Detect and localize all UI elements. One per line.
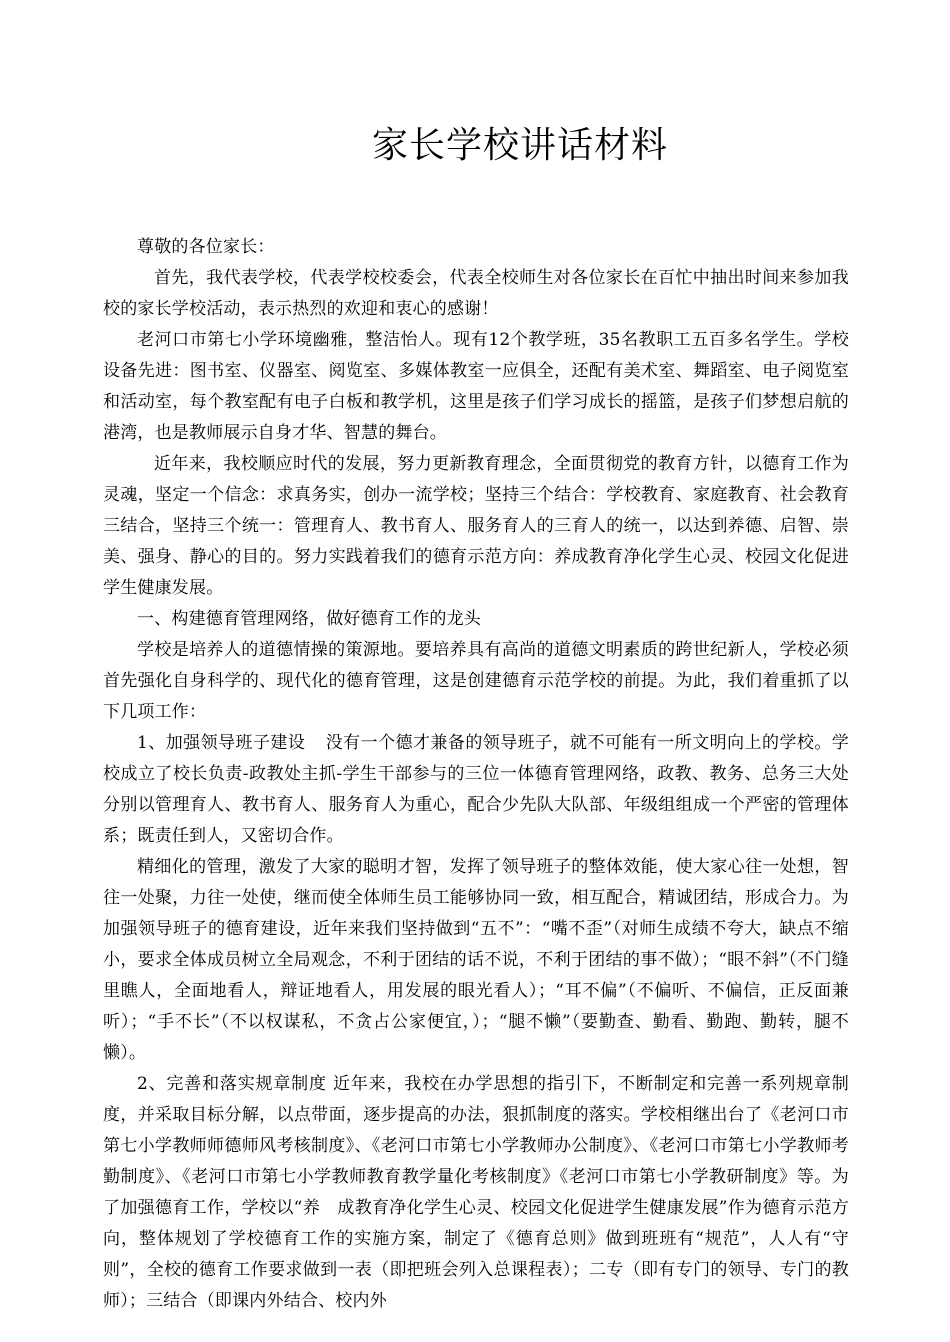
- section-heading: 一、构建德育管理网络，做好德育工作的龙头: [137, 609, 481, 629]
- paragraph: 老河口市第七小学环境幽雅，整洁怡人。现有12个教学班，35名教职工五百多名学生。学校设备先进：图书室、仪器室、阅览室、多媒体教室一应俱全，还配有美术室、舞蹈室、电子阅览室和活动室，每个教室配有电子白板和教学机，这里是孩子们学习成长的摇篮，是孩子们梦想启航的港湾，也是教师展示自身才华、智慧的舞台。: [103, 330, 849, 443]
- paragraph: [103, 728, 849, 852]
- salutation: 尊敬的各位家长：: [137, 237, 275, 257]
- paragraph-text: 近年来，我校在办学思想的指引下，不断制定和完善一系列规章制度，并采取目标分解，以点带面，逐步提高的办法，狠抓制度的落实。学校相继出台了《老河口市第七小学教师师德师风考核制度》、《老河口市第七小学教师办公制度》、《老河口市第七小学教师考勤制度》、《老河口市第七小学教师教育教学量化考核制度》《老河口市第七小学教研制度》等。为了加强德育工作，学校以“养 成教育净化学生心灵、校园文化促进学生健康发展”作为德育示范方向，整体规划了学校德育工作的实施方案，制定了《德育总则》做到班班有“规范”，人人有“守则”，全校的德育工作要求做到一表（即把班会列入总课程表）；二专（即有专门的领导、专门的教师）；三结合（即课内外结合、校内外: [103, 1074, 849, 1311]
- paragraph: 学校是培养人的道德情操的策源地。要培养具有高尚的道德文明素质的跨世纪新人，学校必须首先强化自身科学的、现代化的德育管理，这是创建德育示范学校的前提。为此，我们着重抓了以下几项工作：: [103, 640, 849, 722]
- subsection-heading: 2、完善和落实规章制度: [137, 1074, 327, 1094]
- paragraph: 精细化的管理，激发了大家的聪明才智，发挥了领导班子的整体效能，使大家心往一处想，智往一处聚，力往一处使，继而使全体师生员工能够协同一致，相互配合，精诚团结，形成合力。为加强领导班子的德育建设，近年来我们坚持做到“五不”：“嘴不歪”（对师生成绩不夸大，缺点不缩小，要求全体成员树立全局观念，不利于团结的话不说，不利于团结的事不做）；“眼不斜”（不门缝里瞧人，全面地看人，辩证地看人，用发展的眼光看人）；“耳不偏”（不偏听、不偏信，正反面兼听）；“手不长”（不以权谋私，不贪占公家便宜，）；“腿不懒”（要勤查、勤看、勤跑、勤转，腿不懒）。: [103, 857, 849, 1063]
- paragraph: [103, 1069, 849, 1317]
- document-body: [103, 232, 849, 1317]
- paragraph: 首先，我代表学校，代表学校校委会，代表全校师生对各位家长在百忙中抽出时间来参加我校的家长学校活动，表示热烈的欢迎和衷心的感谢！: [103, 268, 849, 319]
- paragraph-text: 没有一个德才兼备的领导班子，就不可能有一所文明向上的学校。学校成立了校长负责-政教处主抓-学生干部参与的三位一体德育管理网络，政教、教务、总务三大处分别以管理育人、教书育人、服务育人为重心，配合少先队大队部、年级组组成一个严密的管理体系；既责任到人，又密切合作。: [103, 733, 849, 846]
- subsection-heading: 1、加强领导班子建设: [137, 733, 306, 753]
- paragraph: 近年来，我校顺应时代的发展，努力更新教育理念，全面贯彻党的教育方针，以德育工作为灵魂，坚定一个信念：求真务实，创办一流学校；坚持三个结合：学校教育、家庭教育、社会教育三结合，坚持三个统一：管理育人、教书育人、服务育人的三育人的统一，以达到养德、启智、崇美、强身、静心的目的。努力实践着我们的德育示范方向：养成教育净化学生心灵、校园文化促进学生健康发展。: [103, 454, 849, 598]
- document-title: 家长学校讲话材料: [371, 125, 668, 166]
